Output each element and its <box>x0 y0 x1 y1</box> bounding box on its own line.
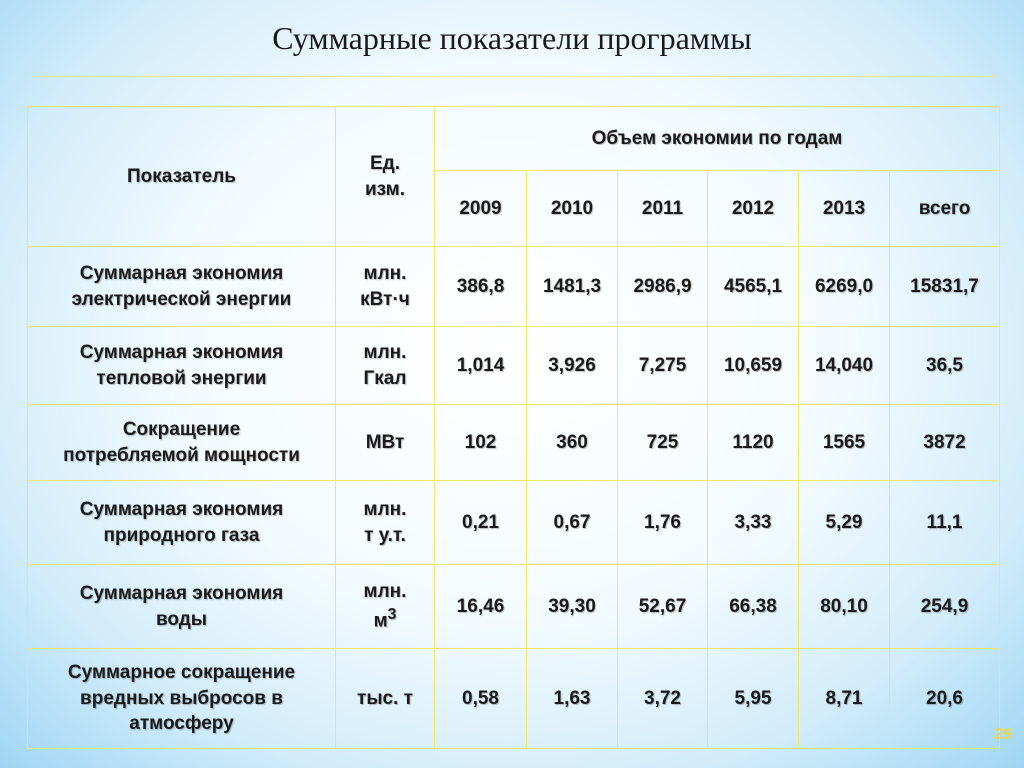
row-unit <box>336 649 435 749</box>
header-year-2012: 2012 <box>708 171 799 247</box>
row-unit <box>336 327 435 405</box>
row-name-line: Суммарное сокращение <box>67 662 296 684</box>
cell-total: 36,5 <box>890 327 1000 405</box>
cell-value: 1120 <box>708 405 799 481</box>
row-unit <box>336 565 435 649</box>
title-divider <box>36 76 996 77</box>
row-name-line: потребляемой мощности <box>63 444 300 466</box>
cell-value: 725 <box>618 405 708 481</box>
cell-value: 102 <box>435 405 527 481</box>
cell-value: 0,58 <box>435 649 527 749</box>
row-name-line: Суммарная экономия <box>79 341 284 363</box>
unit-superscript: 3 <box>387 606 397 624</box>
header-savings-by-year: Объем экономии по годам <box>435 107 1000 171</box>
header-unit <box>336 107 435 247</box>
row-name-line: тепловой энергии <box>96 367 267 389</box>
cell-value: 39,30 <box>527 565 618 649</box>
table-row <box>28 649 1000 749</box>
row-name-line: природного газа <box>103 524 260 546</box>
table-row <box>28 405 1000 481</box>
slide-title: Суммарные показатели программы <box>272 20 752 56</box>
row-name-line: атмосферу <box>129 713 234 735</box>
cell-total: 15831,7 <box>890 247 1000 327</box>
cell-value: 3,72 <box>618 649 708 749</box>
page-number: 29 <box>994 726 1012 743</box>
cell-value: 66,38 <box>708 565 799 649</box>
row-unit-line: кВт·ч <box>360 288 410 310</box>
header-indicator: Показатель <box>28 107 336 247</box>
header-year-2013: 2013 <box>799 171 890 247</box>
cell-total: 3872 <box>890 405 1000 481</box>
row-indicator-name <box>28 565 336 649</box>
cell-value: 1,63 <box>527 649 618 749</box>
table-row <box>28 327 1000 405</box>
row-name-line: вредных выбросов в <box>80 687 283 709</box>
cell-value: 52,67 <box>618 565 708 649</box>
cell-value: 1565 <box>799 405 890 481</box>
cell-value: 14,040 <box>799 327 890 405</box>
row-name-line: воды <box>155 608 208 630</box>
table-row <box>28 247 1000 327</box>
row-unit <box>336 405 435 481</box>
cell-total: 20,6 <box>890 649 1000 749</box>
row-unit-line: т у.т. <box>364 524 406 546</box>
cell-value: 1,014 <box>435 327 527 405</box>
unit-base: м <box>373 610 388 632</box>
row-indicator-name <box>28 481 336 565</box>
cell-value: 360 <box>527 405 618 481</box>
row-unit-line: тыс. т <box>357 687 413 709</box>
row-unit <box>336 247 435 327</box>
row-name-line: Суммарная экономия <box>79 582 284 604</box>
row-unit-line: млн. <box>363 341 407 363</box>
row-indicator-name <box>28 405 336 481</box>
cell-value: 10,659 <box>708 327 799 405</box>
header-year-2011: 2011 <box>618 171 708 247</box>
cell-value: 1,76 <box>618 481 708 565</box>
header-year-2010: 2010 <box>527 171 618 247</box>
cell-value: 6269,0 <box>799 247 890 327</box>
row-unit-line: МВт <box>365 431 405 453</box>
cell-value: 5,29 <box>799 481 890 565</box>
header-unit-line1: Ед. <box>369 152 400 174</box>
row-name-line: Сокращение <box>122 418 241 440</box>
cell-value: 3,926 <box>527 327 618 405</box>
cell-value: 4565,1 <box>708 247 799 327</box>
header-year-2009: 2009 <box>435 171 527 247</box>
row-unit-line: млн. <box>363 262 407 284</box>
row-unit-line: млн. <box>363 498 407 520</box>
cell-value: 8,71 <box>799 649 890 749</box>
row-unit-line <box>340 604 430 634</box>
cell-value: 16,46 <box>435 565 527 649</box>
cell-value: 386,8 <box>435 247 527 327</box>
cell-value: 7,275 <box>618 327 708 405</box>
cell-value: 3,33 <box>708 481 799 565</box>
row-indicator-name <box>28 649 336 749</box>
cell-value: 1481,3 <box>527 247 618 327</box>
row-name-line: электрической энергии <box>71 288 292 310</box>
row-name-line: Суммарная экономия <box>79 498 284 520</box>
table-row <box>28 565 1000 649</box>
cell-value: 2986,9 <box>618 247 708 327</box>
summary-table <box>27 106 1000 749</box>
cell-value: 0,21 <box>435 481 527 565</box>
row-indicator-name <box>28 327 336 405</box>
header-unit-line2: изм. <box>365 178 405 200</box>
header-total: всего <box>890 171 1000 247</box>
row-unit-line: млн. <box>363 580 407 602</box>
cell-value: 5,95 <box>708 649 799 749</box>
row-indicator-name <box>28 247 336 327</box>
cell-value: 80,10 <box>799 565 890 649</box>
cell-value: 0,67 <box>527 481 618 565</box>
row-unit <box>336 481 435 565</box>
cell-total: 11,1 <box>890 481 1000 565</box>
cell-total: 254,9 <box>890 565 1000 649</box>
table-row <box>28 481 1000 565</box>
row-name-line: Суммарная экономия <box>79 262 284 284</box>
row-unit-line: Гкал <box>363 367 407 389</box>
